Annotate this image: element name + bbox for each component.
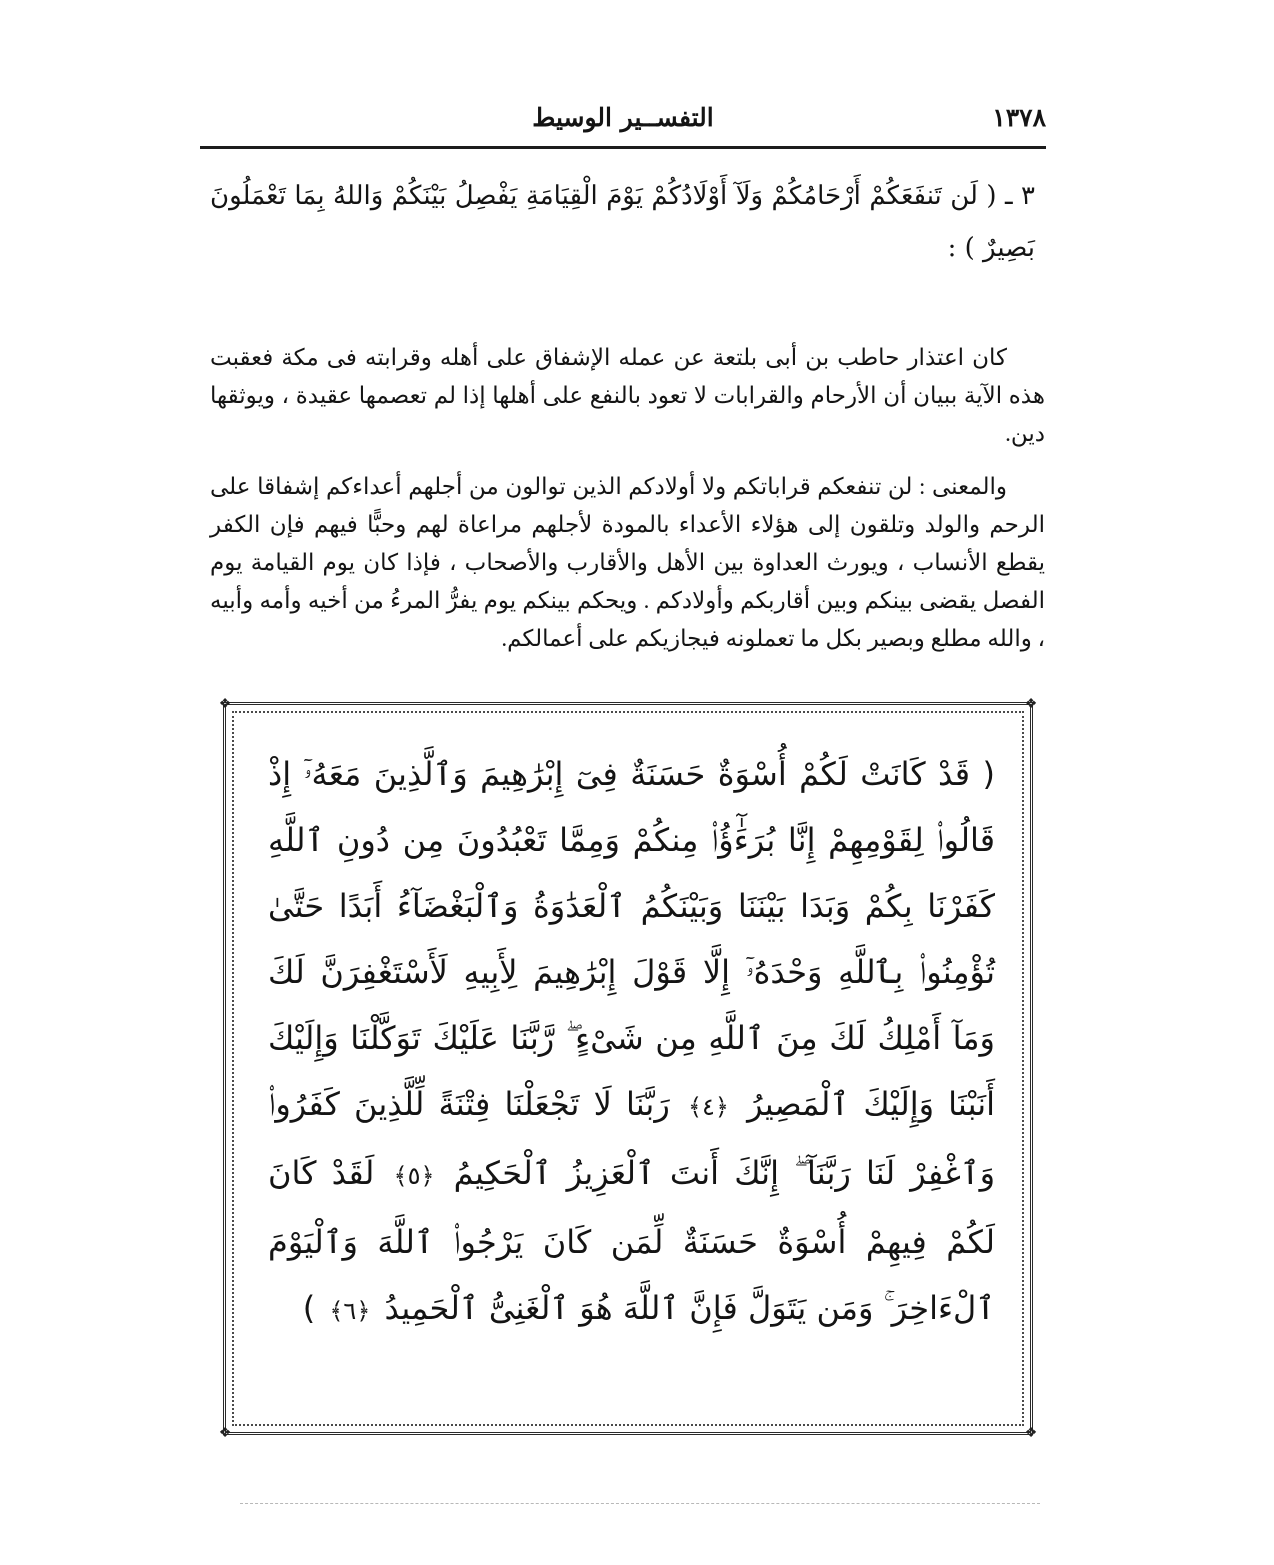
page-header	[200, 95, 1046, 145]
page-number: ١٣٧٨	[992, 103, 1046, 132]
verse-frame	[218, 696, 1038, 1441]
closing-bracket: )	[302, 1289, 316, 1327]
ornament-icon: ❖	[218, 696, 232, 712]
running-title: التفســير الوسيط	[532, 103, 714, 132]
verse-6: لَقَدْ كَانَ لَكُمْ فِيهِمْ أُسْوَةٌ حَسَنَةٌ لِّمَن كَانَ يَرْجُوا۟ ٱللَّهَ وَٱلْيَوْمَ ٱلْءَاخِرَ ۚ وَمَن يَتَوَلَّ فَإِنَّ ٱللَّهَ هُوَ ٱلْغَنِىُّ ٱلْحَمِيدُ	[268, 1154, 995, 1327]
ornament-icon: ❖	[218, 1425, 232, 1441]
ayah-number-5: ﴿٥﴾	[393, 1162, 435, 1190]
verse-heading: ٣ ـ ( لَن تَنفَعَكُمْ أَرْحَامُكُمْ وَلَآ أَوْلَادُكُمْ يَوْمَ الْقِيَامَةِ يَفْصِلُ بَيْنَكُمْ وَاللهُ بِمَا تَعْمَلُونَ بَصِيرٌ ) :	[210, 181, 1035, 263]
header-rule	[200, 146, 1046, 149]
ayah-number-4: ﴿٤﴾	[687, 1093, 729, 1121]
quran-verses	[268, 741, 995, 1344]
ornament-icon: ❖	[1024, 1425, 1038, 1441]
commentary-paragraph: والمعنى : لن تنفعكم قراباتكم ولا أولادكم الذين توالون من أجلهم أعداءكم إشفاقا على الرحم والولد وتلقون إلى هؤلاء الأعداء بالمودة لأجلهم مراعاة لهم وحبًّا فيهم فإن الكفر يقطع الأنساب ، ويورث العداوة بين الأهل والأقارب والأصحاب ، فإذا كان يوم القيامة يوم الفصل يقضى بينكم وبين أقاربكم وأولادكم . ويحكم بينكم يوم يفرُّ المرءُ من أخيه وأمه وأبيه ، والله مطلع وبصير بكل ما تعملونه فيجازيكم على أعمالكم.	[210, 474, 1045, 651]
ayah-number-6: ﴿٦﴾	[329, 1297, 371, 1325]
verse-5: رَبَّنَا لَا تَجْعَلْنَا فِتْنَةً لِّلَّذِينَ كَفَرُوا۟ وَٱغْفِرْ لَنَا رَبَّنَآ ۖ إِنَّكَ أَنتَ ٱلْعَزِيزُ ٱلْحَكِيمُ	[268, 1085, 996, 1192]
commentary-paragraph: كان اعتذار حاطب بن أبى بلتعة عن عمله الإشفاق على أهله وقرابته فى مكة فعقبت هذه الآية ببيان أن الأرحام والقرابات لا تعود بالنفع على أهلها إذا لم تعصمها عقيدة ، ويوثقها دين.	[210, 345, 1045, 446]
ornament-icon: ❖	[1024, 696, 1038, 712]
verse-4: ( قَدْ كَانَتْ لَكُمْ أُسْوَةٌ حَسَنَةٌ فِىٓ إِبْرَٰهِيمَ وَٱلَّذِينَ مَعَهُۥٓ إِذْ قَالُوا۟ لِقَوْمِهِمْ إِنَّا بُرَءَٰٓؤُا۟ مِنكُمْ وَمِمَّا تَعْبُدُونَ مِن دُونِ ٱللَّهِ كَفَرْنَا بِكُمْ وَبَدَا بَيْنَنَا وَبَيْنَكُمُ ٱلْعَدَٰوَةُ وَٱلْبَغْضَآءُ أَبَدًا حَتَّىٰ تُؤْمِنُوا۟ بِٱللَّهِ وَحْدَهُۥٓ إِلَّا قَوْلَ إِبْرَٰهِيمَ لِأَبِيهِ لَأَسْتَغْفِرَنَّ لَكَ وَمَآ أَمْلِكُ لَكَ مِنَ ٱللَّهِ مِن شَىْءٍ ۖ رَّبَّنَا عَلَيْكَ تَوَكَّلْنَا وَإِلَيْكَ أَنَبْنَا وَإِلَيْكَ ٱلْمَصِيرُ	[268, 755, 996, 1123]
footer-rule	[240, 1503, 1040, 1504]
